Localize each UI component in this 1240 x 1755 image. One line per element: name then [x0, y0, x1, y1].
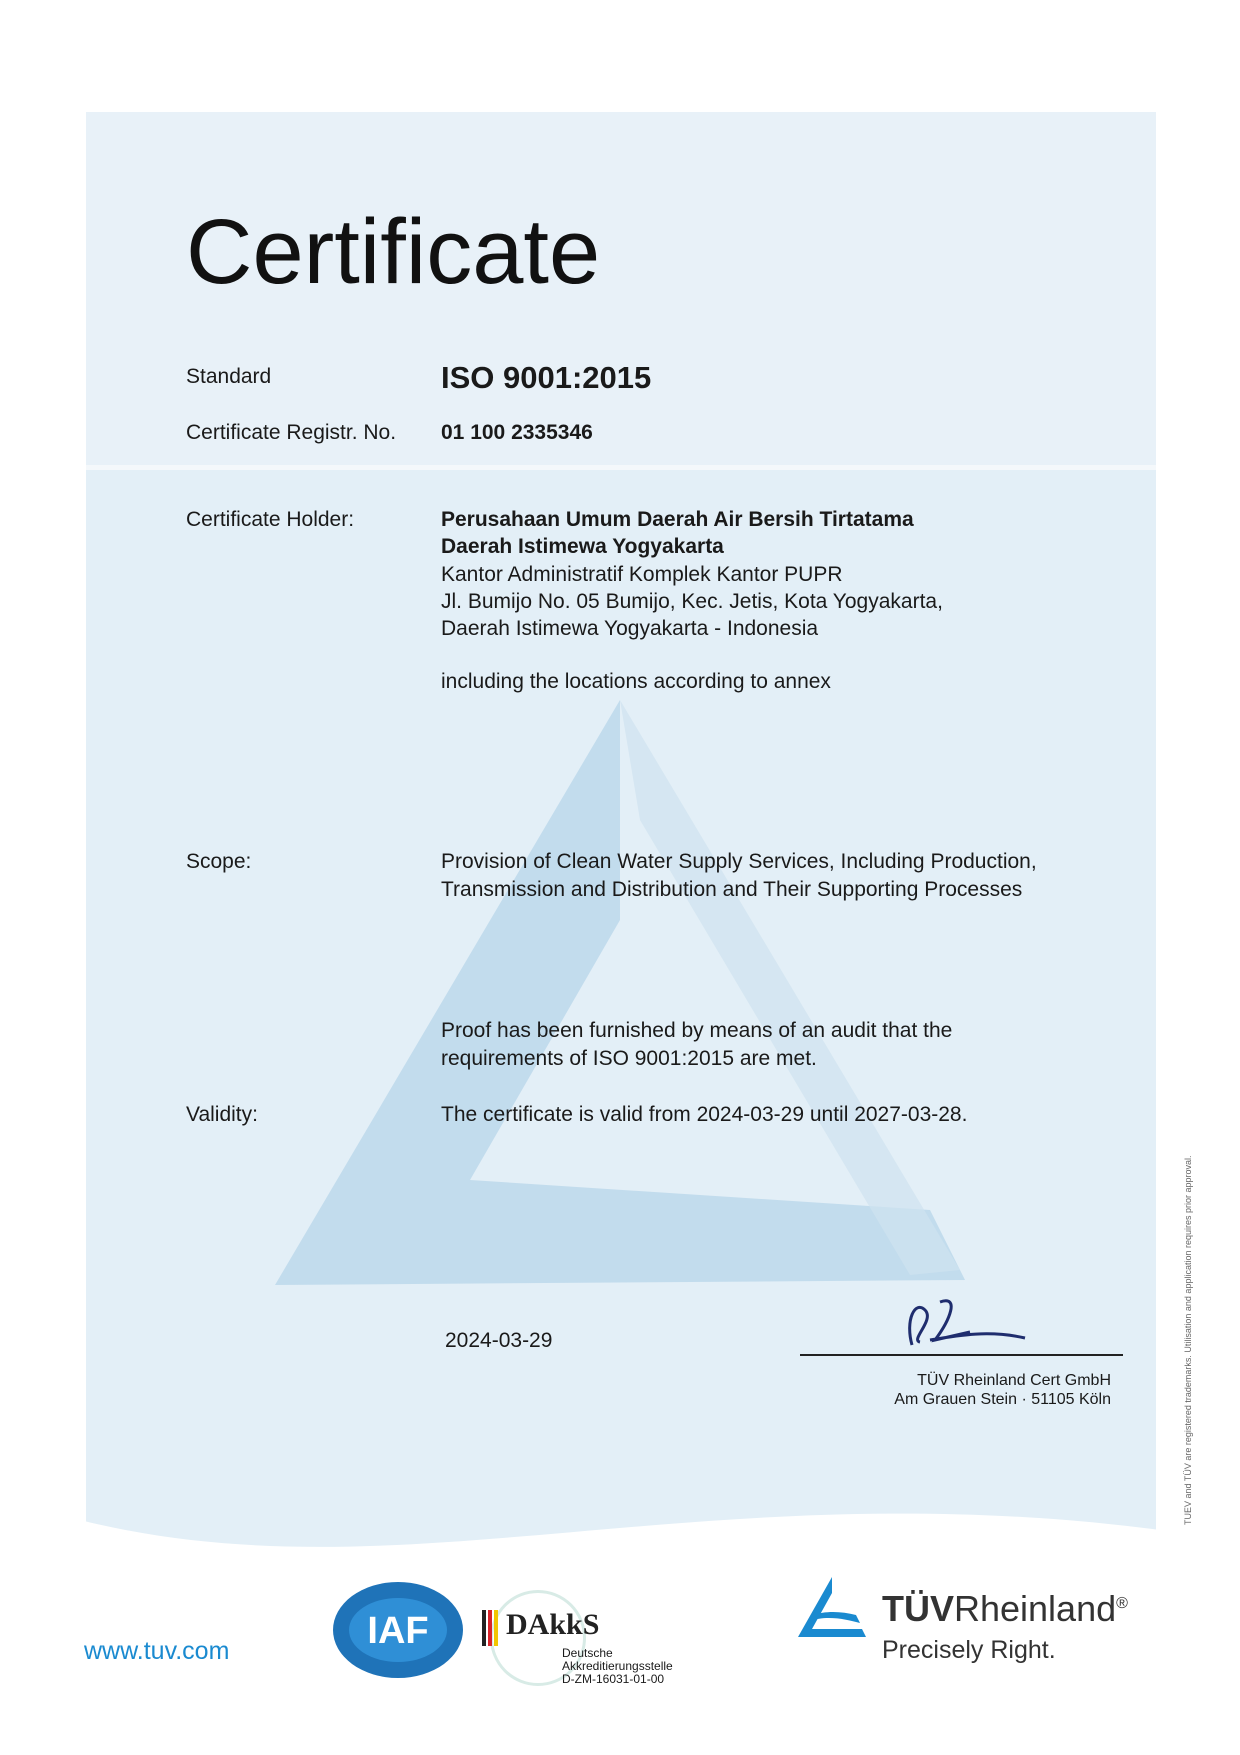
proof-line1: Proof has been furnished by means of an audit that the — [441, 1019, 953, 1042]
page-title: Certificate — [186, 201, 601, 303]
holder-address-line1: Kantor Administratif Komplek Kantor PUPR — [441, 563, 843, 586]
validity-label: Validity: — [186, 1103, 258, 1126]
iaf-logo: IAF — [333, 1582, 463, 1678]
holder-address-line2: Jl. Bumijo No. 05 Bumijo, Kec. Jetis, Kota Yogyakarta, — [441, 590, 943, 613]
standard-value: ISO 9001:2015 — [441, 360, 652, 395]
holder-name-line2: Daerah Istimewa Yogyakarta — [441, 535, 724, 558]
signature-line — [800, 1354, 1123, 1356]
proof-line2: requirements of ISO 9001:2015 are met. — [441, 1047, 817, 1070]
holder-address-line3: Daerah Istimewa Yogyakarta - Indonesia — [441, 617, 819, 640]
holder-label: Certificate Holder: — [186, 508, 355, 531]
signature — [890, 1290, 1030, 1355]
scope-line2: Transmission and Distribution and Their Supporting Processes — [441, 878, 1023, 901]
tuv-brand: TÜVRheinland® — [882, 1588, 1128, 1629]
issuer-name: TÜV Rheinland Cert GmbH — [917, 1372, 1111, 1389]
dakks-logo: DAkkS Deutsche Akkreditierungsstelle D-ZM-16031-01-00 — [480, 1590, 690, 1685]
registration-value: 01 100 2335346 — [441, 421, 593, 444]
tuv-tagline: Precisely Right. — [882, 1636, 1056, 1664]
registration-label: Certificate Registr. No. — [186, 421, 397, 444]
issuer-address: Am Grauen Stein · 51105 Köln — [894, 1391, 1111, 1408]
scope-line1: Provision of Clean Water Supply Services, Including Production, — [441, 850, 1037, 873]
issue-date: 2024-03-29 — [445, 1329, 553, 1352]
standard-label: Standard — [186, 365, 272, 388]
scope-label: Scope: — [186, 850, 252, 873]
trademark-note: TUEV and TÜV are registered trademarks. Utilisation and application requires prior approval. — [1183, 1155, 1193, 1525]
holder-note: including the locations according to annex — [441, 670, 831, 693]
holder-name-line1: Perusahaan Umum Daerah Air Bersih Tirtatama — [441, 508, 914, 531]
website-link[interactable]: www.tuv.com — [84, 1637, 230, 1665]
tuv-triangle-logo — [796, 1575, 868, 1639]
validity-text: The certificate is valid from 2024-03-29 until 2027-03-28. — [441, 1103, 968, 1126]
